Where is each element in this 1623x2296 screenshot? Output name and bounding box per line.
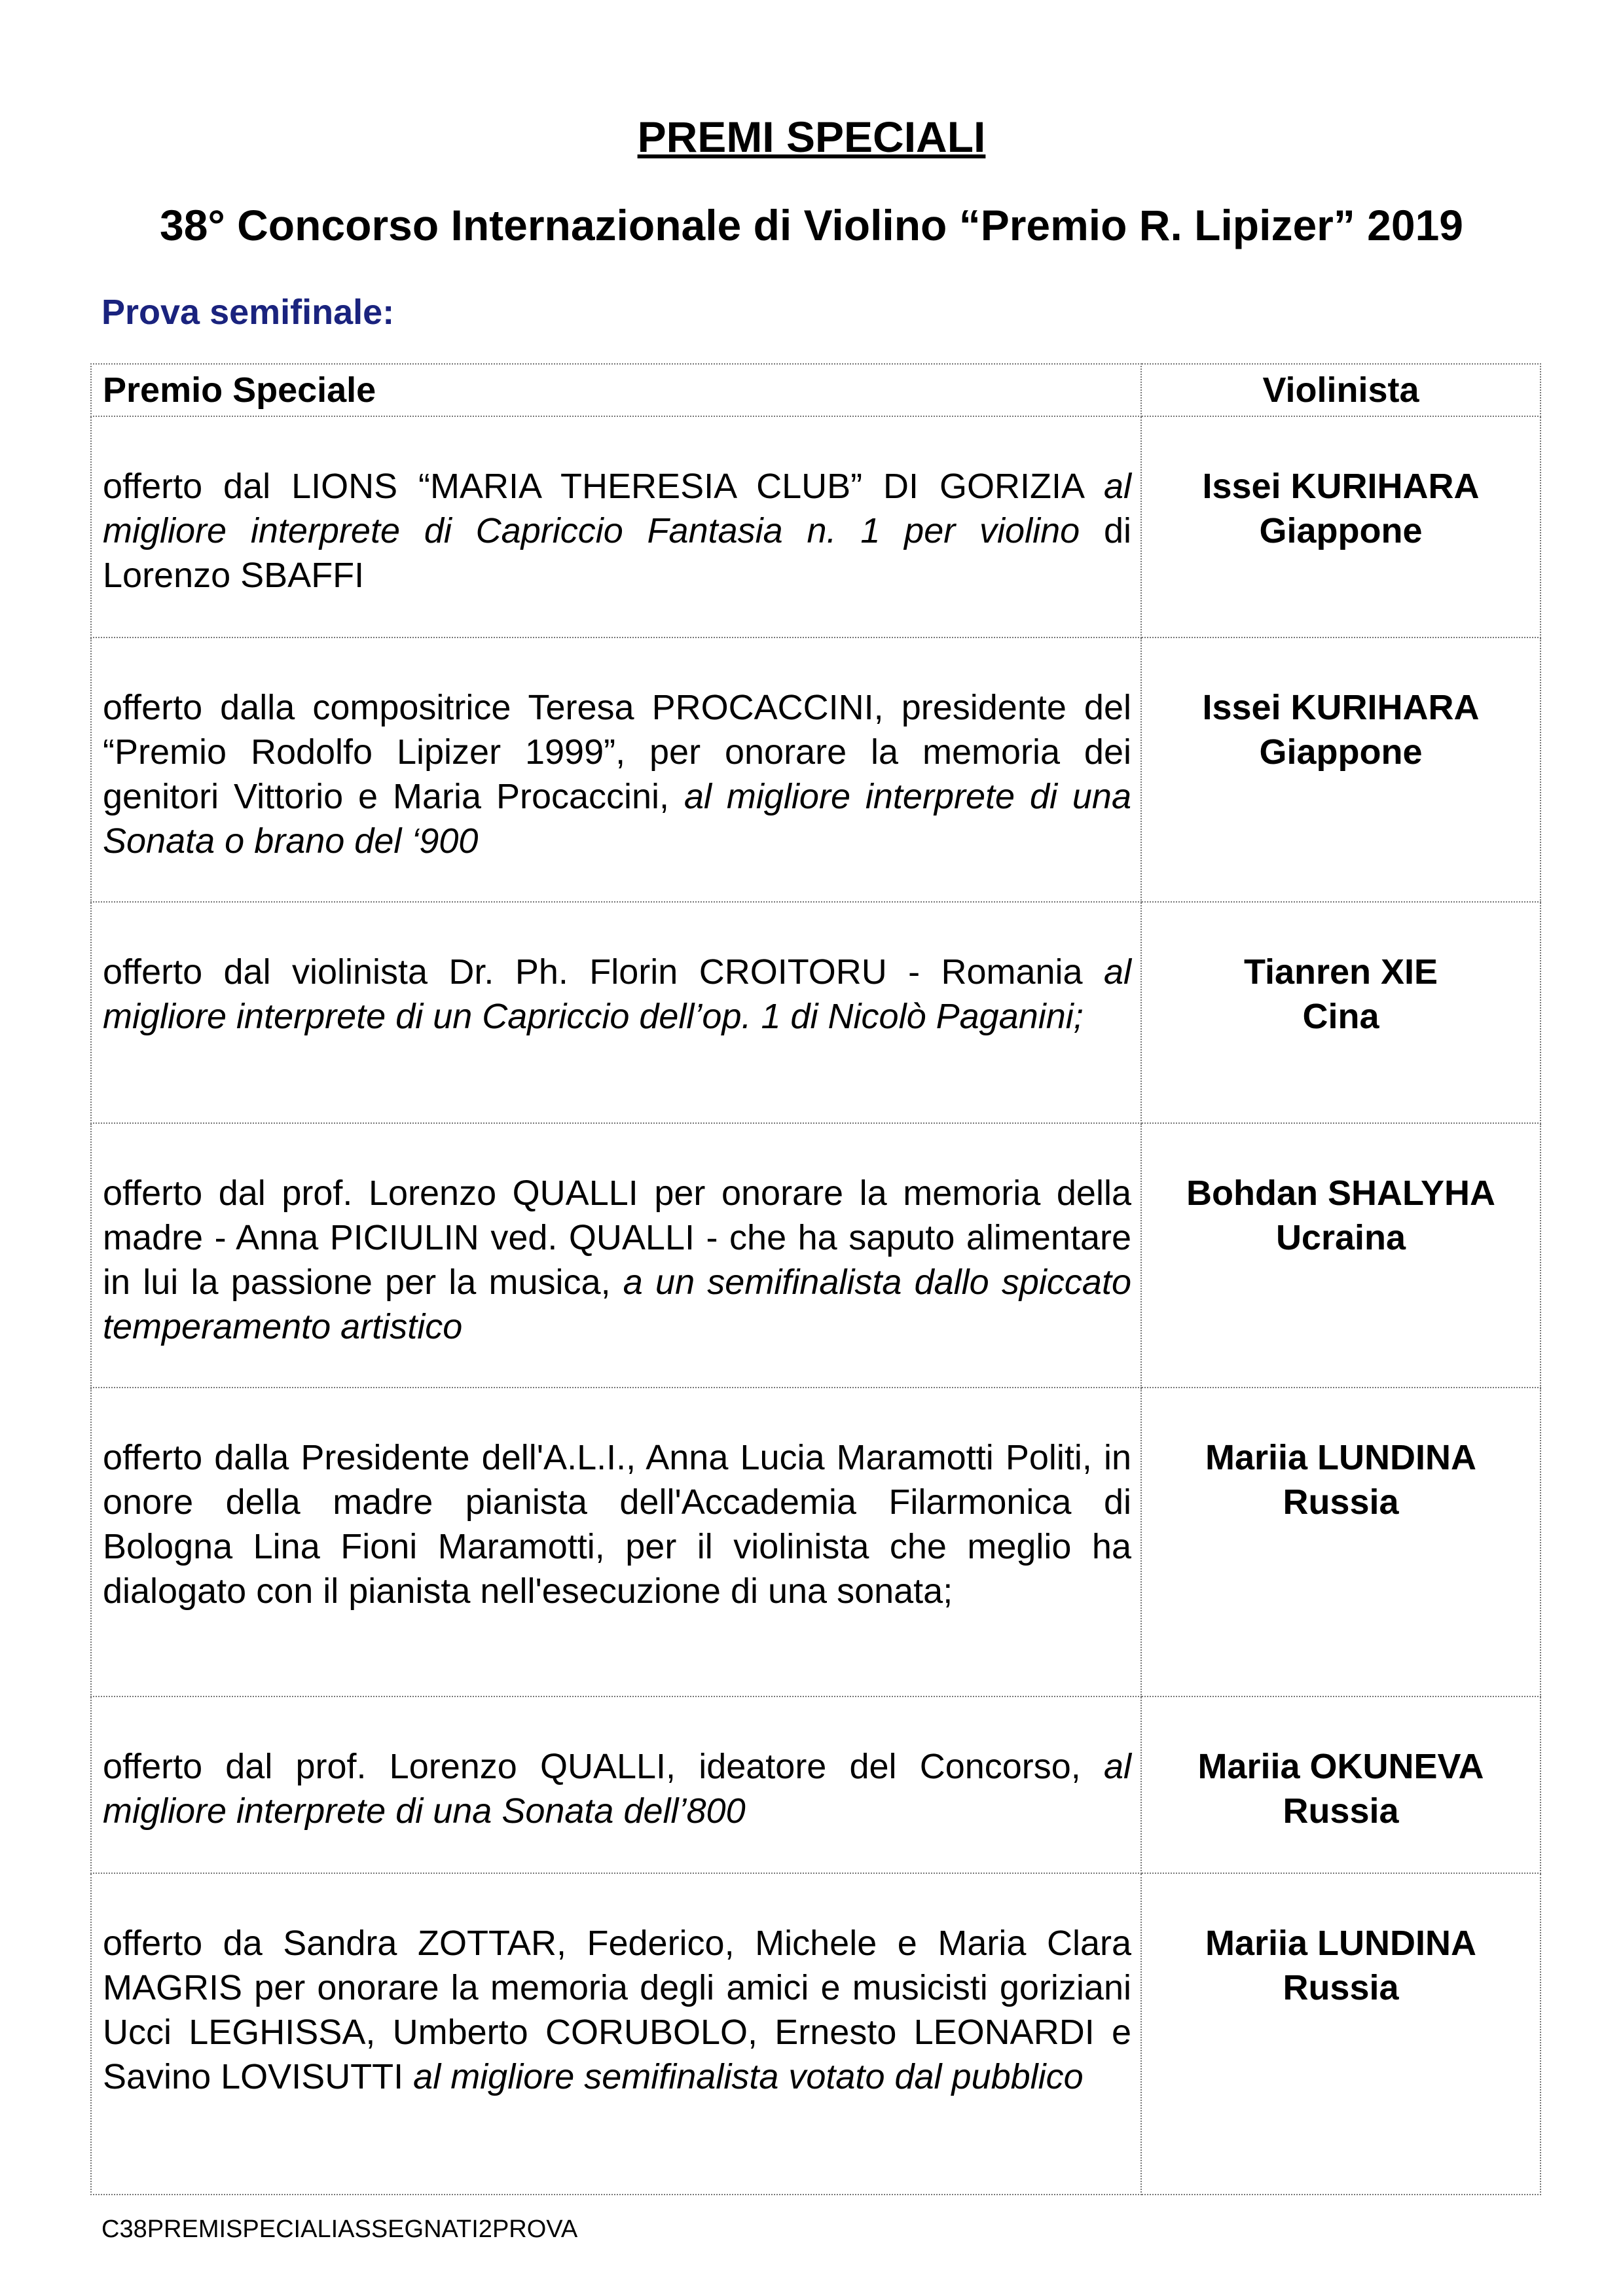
award-winner: [1141, 1873, 1541, 2195]
award-winner: [1141, 1696, 1541, 1873]
award-description: offerto dal prof. Lorenzo QUALLI, ideatore del Concorso, al migliore interprete di una Sonata dell’800: [91, 1696, 1141, 1873]
award-description: offerto dal prof. Lorenzo QUALLI per onorare la memoria della madre - Anna PICIULIN ved. QUALLI - che ha saputo alimentare in lui la passione per la musica, a un semifinalista dallo spiccato temperamento artistico: [91, 1123, 1141, 1388]
section-heading: Prova semifinale:: [101, 293, 395, 332]
winner-country: Giappone: [1259, 511, 1423, 550]
competition-subtitle: 38° Concorso Internazionale di Violino “Premio R. Lipizer” 2019: [160, 201, 1463, 249]
winner-country: Ucraina: [1275, 1218, 1406, 1257]
winner-country: Russia: [1283, 1482, 1399, 1522]
award-winner: [1141, 1388, 1541, 1696]
column-header-award: Premio Speciale: [91, 364, 1141, 416]
winner-name: Tianren XIE: [1243, 952, 1438, 992]
table-row: [91, 637, 1541, 902]
table-row: [91, 1123, 1541, 1388]
winner-country: Russia: [1283, 1968, 1399, 2007]
table-row: [91, 1873, 1541, 2195]
award-description: offerto dalla compositrice Teresa PROCACCINI, presidente del “Premio Rodolfo Lipizer 1999”, per onorare la memoria dei genitori Vittorio e Maria Procaccini, al migliore interprete di una Sonata o brano del ‘900: [91, 637, 1141, 902]
winner-name: Issei KURIHARA: [1202, 467, 1480, 506]
award-description: offerto da Sandra ZOTTAR, Federico, Michele e Maria Clara MAGRIS per onorare la memoria degli amici e musicisti goriziani Ucci LEGHISSA, Umberto CORUBOLO, Ernesto LEONARDI e Savino LOVISUTTI al migliore semifinalista votato dal pubblico: [91, 1873, 1141, 2195]
winner-name: Mariia OKUNEVA: [1197, 1747, 1484, 1786]
special-awards-table: [90, 363, 1541, 2195]
winner-country: Cina: [1302, 997, 1379, 1036]
winner-country: Giappone: [1259, 732, 1423, 772]
award-description: offerto dal violinista Dr. Ph. Florin CROITORU - Romania al migliore interprete di un Capriccio dell’op. 1 di Nicolò Paganini;: [91, 902, 1141, 1123]
table-row: [91, 1696, 1541, 1873]
award-winner: [1141, 416, 1541, 637]
column-header-violinist: Violinista: [1141, 364, 1541, 416]
winner-country: Russia: [1283, 1791, 1399, 1831]
winner-name: Mariia LUNDINA: [1205, 1438, 1477, 1477]
award-winner: [1141, 637, 1541, 902]
document-footer-code: C38PREMISPECIALIASSEGNATI2PROVA: [101, 2215, 578, 2243]
award-description: offerto dal LIONS “MARIA THERESIA CLUB” DI GORIZIA al migliore interprete di Capriccio Fantasia n. 1 per violino di Lorenzo SBAFFI: [91, 416, 1141, 637]
award-winner: [1141, 1123, 1541, 1388]
table-row: [91, 1388, 1541, 1696]
table-row: [91, 416, 1541, 637]
award-winner: [1141, 902, 1541, 1123]
table-header-row: [91, 364, 1541, 416]
document-title: PREMI SPECIALI: [637, 113, 986, 161]
table-row: [91, 902, 1541, 1123]
winner-name: Issei KURIHARA: [1202, 688, 1480, 727]
award-description: offerto dalla Presidente dell'A.L.I., Anna Lucia Maramotti Politi, in onore della madre pianista dell'Accademia Filarmonica di Bologna Lina Fioni Maramotti, per il violinista che meglio ha dialogato con il pianista nell'esecuzione di una sonata;: [91, 1388, 1141, 1696]
winner-name: Bohdan SHALYHA: [1186, 1174, 1496, 1213]
winner-name: Mariia LUNDINA: [1205, 1924, 1477, 1963]
